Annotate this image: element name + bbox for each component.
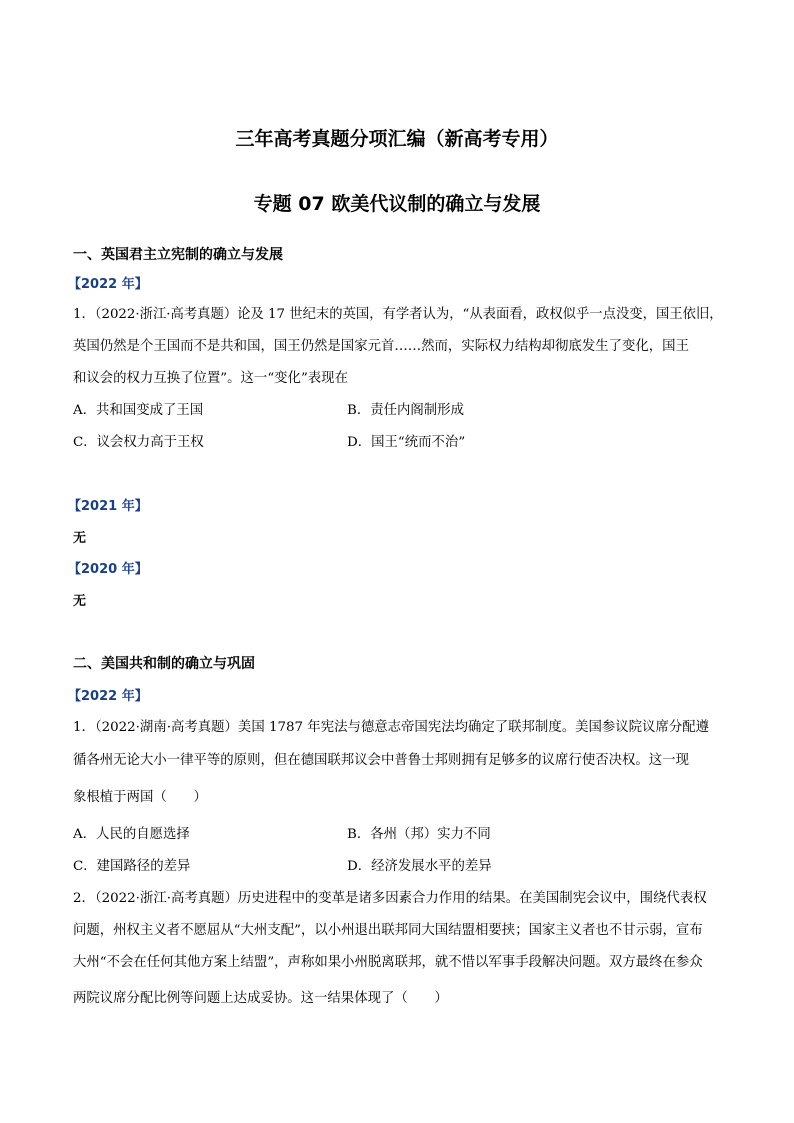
document-title: 三年高考真题分项汇编（新高考专用） [235,128,559,150]
option-b: B．责任内阁制形成 [347,403,464,418]
option-c: C．建国路径的差异 [73,859,191,874]
option-a: A．共和国变成了王国 [73,403,204,418]
option-c: C．议会权力高于王权 [73,435,204,450]
question-text-line: 循各州无论大小一律平等的原则，但在德国联邦议会中普鲁士邦则拥有足够多的议席行使否决权。这一现 [73,753,689,768]
year-label-2020: 【2020 年】 [68,562,148,577]
question-text-line: 英国仍然是个王国而不是共和国，国王仍然是国家元首……然而，实际权力结构却彻底发生了变化，国王 [73,339,689,354]
question-text-line: 和议会的权力互换了位置”。这一“变化”表现在 [73,371,348,386]
section-heading-britain: 一、英国君主立宪制的确立与发展 [73,247,283,263]
question-text-line: 1．（2022·湖南·高考真题）美国 1787 年宪法与德意志帝国宪法均确定了联邦制度。美国参议院议席分配遵 [73,720,710,735]
topic-title: 专题 07 欧美代议制的确立与发展 [253,193,541,215]
option-d: D．国王“统而不治” [347,435,466,450]
option-d: D．经济发展水平的差异 [347,859,492,874]
option-b: B．各州（邦）实力不同 [347,827,491,842]
year-label-2021: 【2021 年】 [68,499,148,514]
question-text-line: 象根植于两国（ ） [73,790,207,805]
question-text-line: 问题，州权主义者不愿屈从“大州支配”，以小州退出联邦同大国结盟相要挟；国家主义者也不甘示弱，宣布 [73,923,703,938]
none-text: 无 [73,531,87,546]
question-text-line: 大州“不会在任何其他方案上结盟”，声称如果小州脱离联邦，就不惜以军事手段解决问题。双方最终在参众 [73,955,703,970]
question-text-line: 2．（2022·浙江·高考真题）历史进程中的变革是诸多因素合力作用的结果。在美国制宪会议中，围绕代表权 [73,891,707,906]
question-text-line: 两院议席分配比例等问题上达成妥协。这一结果体现了（ ） [73,991,448,1006]
none-text: 无 [73,594,87,609]
option-a: A．人民的自愿选择 [73,827,190,842]
year-label-2022: 【2022 年】 [68,689,148,704]
question-text-line: 1．（2022·浙江·高考真题）论及 17 世纪末的英国，有学者认为，“从表面看，政权似乎一点没变，国王依旧， [73,307,723,322]
section-heading-america: 二、美国共和制的确立与巩固 [73,656,255,672]
year-label-2022: 【2022 年】 [68,277,148,292]
